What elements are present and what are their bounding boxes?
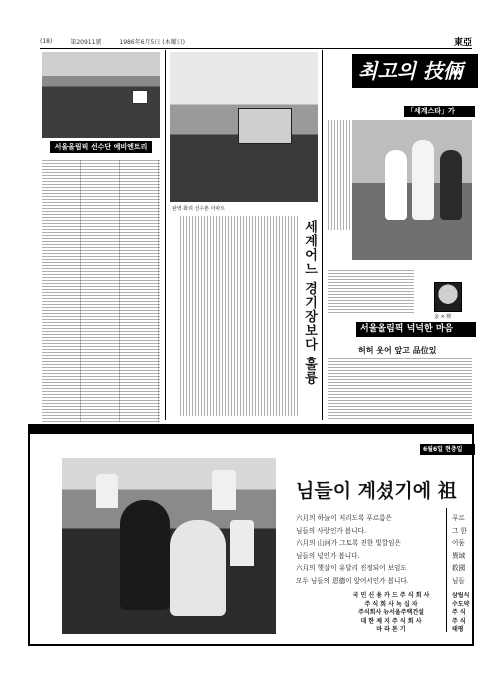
ad-body-divider xyxy=(446,508,447,632)
ad-headline: 님들이 계셨기에 祖 xyxy=(296,480,457,502)
ad-body-line: 六月의 山河가 그토록 진한 빛깔임은 xyxy=(296,539,401,547)
right-caption-block xyxy=(328,120,350,230)
sponsor-name: 국 민 신 용 카 드 주 식 회 사 xyxy=(352,592,430,599)
column-rule-1 xyxy=(165,50,166,420)
side-sponsor-name: 태평 xyxy=(452,626,464,633)
page-number: (18) xyxy=(40,37,53,45)
page-header xyxy=(40,35,472,47)
ad-side-line: 그 한 xyxy=(452,526,467,535)
series-title-korean: 최고의 xyxy=(358,59,416,83)
ad-side-sponsors xyxy=(452,592,472,635)
side-sponsor-name: 주 식 xyxy=(452,617,466,625)
side-sponsor-name: 삼립식 xyxy=(452,592,470,599)
ad-side-line: 어둠 xyxy=(452,539,465,547)
ad-side-line: 님들 xyxy=(452,576,465,585)
portrait-photo xyxy=(434,282,462,312)
ad-side-line: 異域 xyxy=(452,551,466,560)
world-star-tag: 「세계스타」가 xyxy=(404,106,475,117)
masthead: 東亞 xyxy=(453,37,472,48)
sponsor-name: 주식회사 뉴서울주택건설 xyxy=(358,609,424,616)
sponsor-name: 주 식 회 사 녹 십 자 xyxy=(364,600,418,608)
issue-number: 第20911號 xyxy=(70,38,102,46)
center-photo-caption: 완벽·화려 선수촌 아파트 xyxy=(172,206,226,212)
series-title xyxy=(352,54,478,88)
right-subline: 허허 웃어 앞고 品位있 xyxy=(358,346,437,355)
right-article-upper xyxy=(328,270,414,314)
sponsor-name: 마 라 톤 기 xyxy=(376,626,406,633)
ad-date-tag: 6월6일 현충일 xyxy=(420,444,475,455)
ad-top-band xyxy=(30,426,472,434)
entry-table-grid xyxy=(42,160,160,422)
mourner-figure-1 xyxy=(120,500,170,610)
ad-body-text xyxy=(296,512,446,587)
flag-mark xyxy=(132,90,148,104)
right-headline: 서울올림픽 넉넉한 마음 xyxy=(356,322,476,337)
sponsor-name: 대 한 제 지 주 식 회 사 xyxy=(360,617,422,625)
side-sponsor-name: 주 식 xyxy=(452,609,466,616)
column-rule-2 xyxy=(322,50,323,420)
ad-body-line: 六月의 하늘이 저리도록 푸르름은 xyxy=(296,514,392,522)
center-article-body xyxy=(180,216,298,416)
header-rule xyxy=(40,48,472,49)
side-sponsor-name: 수도약 xyxy=(452,600,470,608)
portrait-name: 金 × 熙 xyxy=(434,314,452,320)
ad-side-line: 푸르 xyxy=(452,514,465,522)
issue-date: 1986年6月5日 (木曜日) xyxy=(119,38,185,46)
ad-sponsor-list xyxy=(338,592,444,635)
center-vertical-headline: 세계어느 경기장보다 훌륭 xyxy=(302,220,317,386)
ad-side-text xyxy=(452,512,472,587)
right-article-body xyxy=(328,358,472,420)
gravestone-3 xyxy=(230,520,254,566)
village-building xyxy=(238,108,292,144)
left-photo-caption: 서울올림픽 선수단 예비엔트리 xyxy=(50,141,152,153)
runner-figure-1 xyxy=(385,150,407,220)
series-title-hanja: 技倆 xyxy=(422,59,463,83)
ad-body-line: 님들의 사랑인가 봅니다. xyxy=(296,526,366,535)
gravestone-2 xyxy=(212,470,236,510)
ad-body-line: 六月의 햇살이 유달리 진정되어 보임도 xyxy=(296,564,407,572)
gravestone-1 xyxy=(96,474,118,508)
runner-figure-3 xyxy=(440,150,462,220)
ad-side-line: 救國 xyxy=(452,564,466,572)
ad-body-line: 모두 님들의 恩德이 앞어서인가 봅니다. xyxy=(296,576,409,585)
mourner-figure-2 xyxy=(170,520,226,616)
ad-body-line: 님들의 넋인가 봅니다. xyxy=(296,551,360,560)
runner-figure-2 xyxy=(412,140,434,220)
